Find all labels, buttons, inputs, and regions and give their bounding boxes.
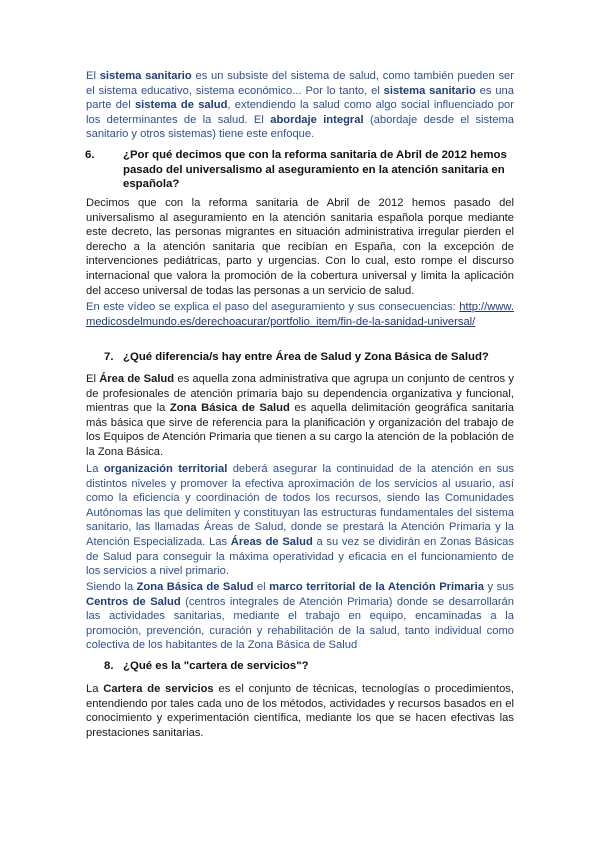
paragraph-sistema-sanitario bbox=[86, 69, 514, 142]
term-zona-basica-de-salud: Zona Básica de Salud bbox=[169, 402, 290, 415]
question-7-heading bbox=[104, 350, 514, 365]
question-text: ¿Qué es la "cartera de servicios"? bbox=[123, 660, 309, 672]
text: Decimos que con la reforma sanitaria de Abril de 2012 hemos pasado del universalismo al aseguramiento en la atención sanitaria española porque mediante este decreto, las personas migrantes en situación administrativa irregular pierden el derecho a la atención sanitaria que recibían en España, con la excepción de intervenciones pediátricas, parto y urgencias. Con lo cual, esto rompe el discurso internacional que valora la promoción de la cobertura universal y limita la aplicación del acceso universal de todas las personas a un servicio de salud. bbox=[86, 197, 514, 297]
paragraph-video bbox=[86, 300, 514, 329]
text: (centros integrales de Atención Primaria) donde se desarrollarán las actividades sanitarias, mediante el trabajo en equipo, encaminadas a la promoción, prevención, curación y rehabilitación de la salud, tanto individual como colectiva de los habitantes de la Zona Básica de Salud bbox=[86, 595, 514, 652]
text: es un subsiste del sistema de salud, como también pueden ser el sistema educativo, sistema económico... Por lo tanto, el bbox=[86, 70, 514, 97]
term-sistema-sanitario: sistema sanitario bbox=[383, 84, 476, 97]
term-sistema-de-salud: sistema de salud bbox=[134, 99, 228, 112]
term-zona-basica-de-salud: Zona Básica de Salud bbox=[136, 581, 254, 593]
paragraph-area-de-salud bbox=[86, 372, 514, 460]
term-areas-de-salud: Áreas de Salud bbox=[230, 535, 313, 548]
term-abordaje-integral: abordaje integral bbox=[270, 113, 364, 126]
question-8-heading bbox=[104, 659, 514, 674]
text: el bbox=[253, 581, 270, 593]
text: En este vídeo se explica el paso del aseguramiento y sus consecuencias: bbox=[86, 301, 460, 313]
text: El bbox=[86, 373, 100, 385]
paragraph-organizacion-territorial bbox=[86, 462, 514, 579]
question-number: 6. bbox=[85, 149, 95, 161]
term-area-de-salud: Área de Salud bbox=[99, 373, 175, 385]
paragraph-reforma-sanitaria bbox=[86, 196, 514, 298]
term-organizacion-territorial: organización territorial bbox=[103, 463, 228, 475]
text: Siendo la bbox=[86, 581, 137, 593]
text: y sus bbox=[483, 581, 515, 593]
question-6-heading bbox=[85, 148, 514, 192]
term-marco-territorial: marco territorial de la Atención Primaria bbox=[269, 581, 484, 593]
text: (abordaje desde el sistema sanitario y otros sistemas) tiene este enfoque. bbox=[86, 113, 514, 141]
text: deberá asegurar la continuidad de la atención en sus distintos niveles y promover la efectiva aproximación de los servicios al usuario, así como la eficiencia y coordinación de todos los recursos, siendo las Comunidades Autónomas las que delimiten y constituyan las estructuras fundamentales del sistema sanitario, las llamadas Áreas de Salud, donde se prestará la Atención Primaria y la Atención Especializada. Las bbox=[86, 463, 514, 548]
paragraph-zona-basica bbox=[86, 580, 514, 653]
term-cartera-de-servicios: Cartera de servicios bbox=[103, 683, 214, 695]
question-text: ¿Qué diferencia/s hay entre Área de Salud y Zona Básica de Salud? bbox=[123, 351, 489, 363]
term-centros-de-salud: Centros de Salud bbox=[86, 595, 181, 608]
question-text: ¿Por qué decimos que con la reforma sanitaria de Abril de 2012 hemos pasado del universalismo al aseguramiento en la atención sanitaria en española? bbox=[123, 149, 507, 191]
text: La bbox=[86, 463, 104, 475]
video-link[interactable]: http://www.medicosdelmundo.es/derechoacurar/portfolio_item/fin-de-la-sanidad-universal/ bbox=[86, 301, 514, 328]
paragraph-cartera-de-servicios bbox=[86, 682, 514, 740]
text: La bbox=[86, 683, 104, 695]
text: , extendiendo la salud como algo social influenciado por los determinantes de la salud. El bbox=[86, 99, 514, 126]
text: El bbox=[86, 70, 100, 82]
term-sistema-sanitario: sistema sanitario bbox=[99, 70, 192, 82]
question-number: 8. bbox=[104, 660, 114, 672]
text: es aquella zona administrativa que agrupa un conjunto de centros y de profesionales de atención primaria bajo su dependencia organizativa y funcional, mientras que la bbox=[86, 373, 514, 415]
text: es aquella delimitación geográfica sanitaria más básica que sirve de referencia para la planificación y organización del trabajo de los Equipos de Atención Primaria que tienen a su cargo la atención de la población de la Zona Básica. bbox=[86, 402, 514, 458]
text: es una parte del bbox=[86, 84, 514, 112]
question-number: 7. bbox=[104, 351, 114, 363]
text: a su vez se dividirán en Zonas Básicas de Salud para conseguir la máxima operatividad y eficacia en el funcionamiento de los servicios a nivel primario. bbox=[86, 535, 514, 578]
text: es el conjunto de técnicas, tecnologías o procedimientos, entendiendo por tales cada uno de los métodos, actividades y recursos basados en el conocimiento y experimentación científica, mediante los que se hacen efectivas las prestaciones sanitarias. bbox=[86, 683, 515, 739]
